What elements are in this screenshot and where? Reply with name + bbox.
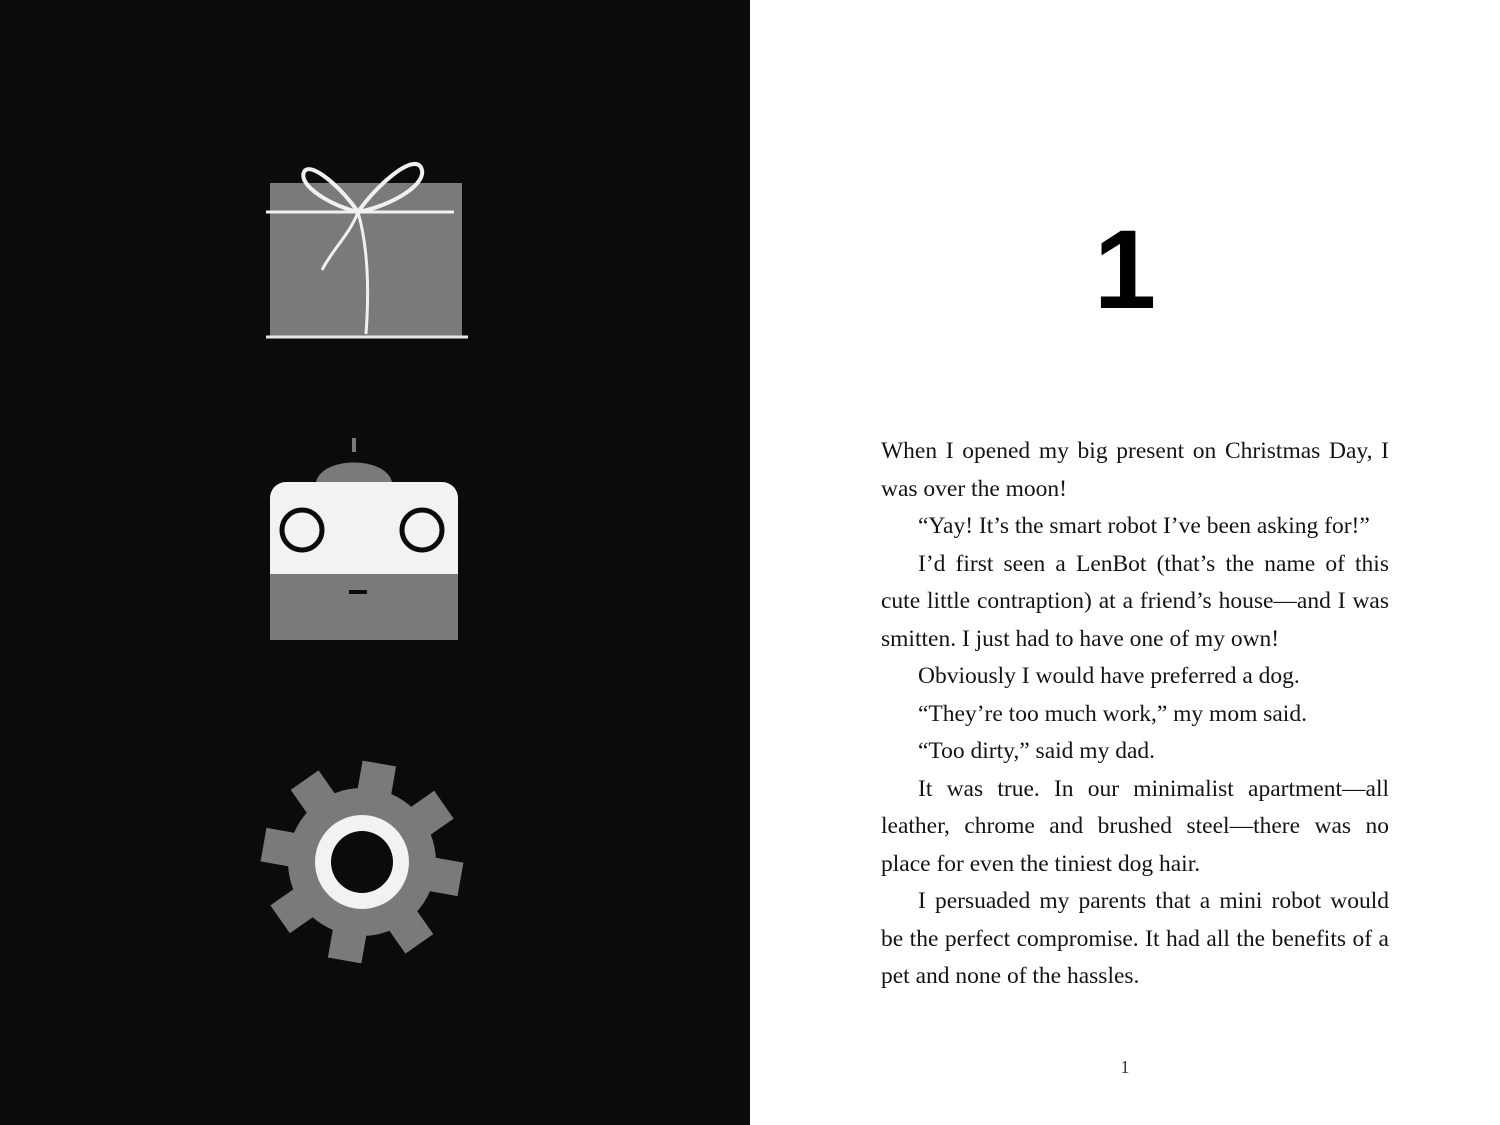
chapter-number: 1 [1093, 207, 1157, 332]
chapter-body [881, 433, 1389, 996]
gift-box-icon [262, 150, 476, 346]
paragraph: It was true. In our minimalist apartment—all leather, chrome and brushed steel—there was no place for even the tiniest dog hair. [881, 775, 1389, 877]
paragraph: “Yay! It’s the smart robot I’ve been asking for!” [918, 513, 1370, 539]
paragraph: I’d first seen a LenBot (that’s the name of this cute little contraption) at a friend’s house—and I was smitten. I just had to have one of my own! [881, 550, 1389, 652]
paragraph: Obviously I would have preferred a dog. [918, 663, 1300, 689]
paragraph: When I opened my big present on Christmas Day, I was over the moon! [881, 438, 1389, 502]
robot-head-icon [262, 434, 468, 646]
page-number: 1 [1120, 1057, 1130, 1077]
paragraph: “They’re too much work,” my mom said. [918, 700, 1307, 727]
gear-icon [258, 760, 466, 964]
text-page [750, 0, 1500, 1125]
paragraph: I persuaded my parents that a mini robot would be the perfect compromise. It had all the benefits of a pet and none of the hassles. [881, 888, 1389, 989]
paragraph: “Too dirty,” said my dad. [918, 738, 1155, 764]
